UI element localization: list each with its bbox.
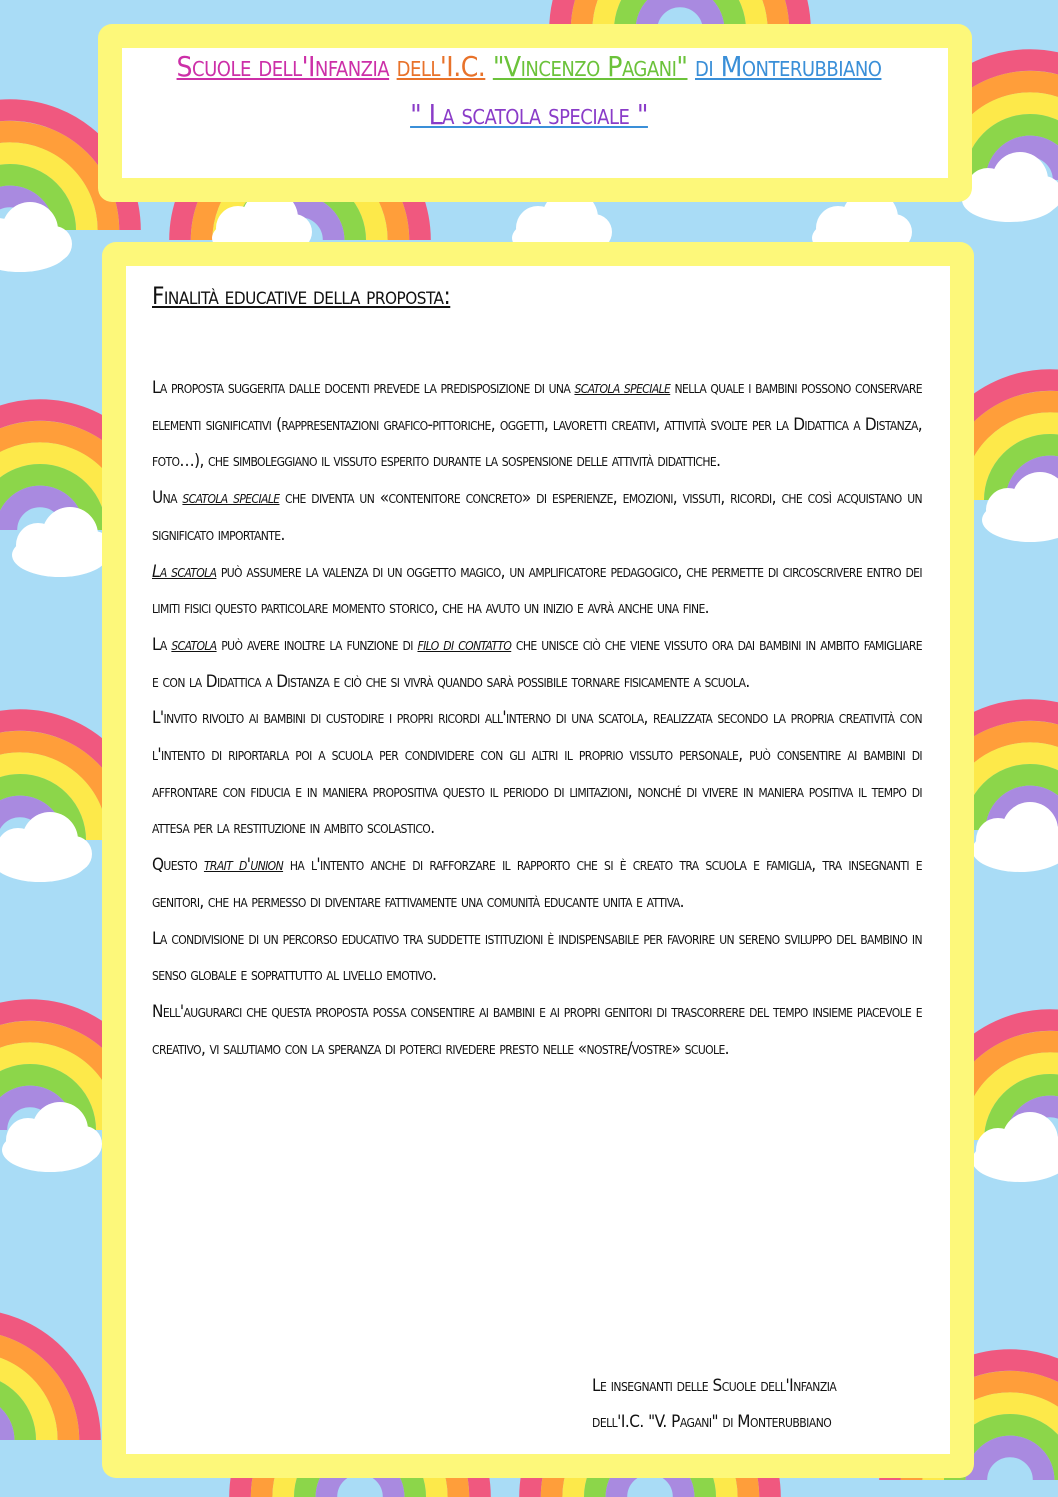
paragraph <box>152 847 922 920</box>
paragraph: La condivisione di un percorso educativo tra suddette istituzioni è indispensabile per favorire un sereno sviluppo del bambino in senso globale e soprattutto al livello emotivo. <box>152 928 922 986</box>
emphasis: filo di contatto <box>417 634 512 655</box>
paragraph: L'invito rivolto ai bambini di custodire i propri ricordi all'interno di una scatola, realizzata secondo la propria creatività con l'intento di riportarla poi a scuola per condividere con gli altri il proprio vissuto personale, può consentire ai bambini di affrontare con fiducia e in maniera propositiva questo il periodo di limitazioni, nonché di vivere in maniera positiva il tempo di attesa per la restituzione in ambito scolastico. <box>152 708 922 839</box>
text-run: che diventa un «contenitore concreto» di esperienze, emozioni, vissuti, ricordi, che così acquistano un significato importante. <box>152 488 922 545</box>
title-part-ic: dell'I.C. <box>396 50 486 83</box>
text-run: La <box>152 634 167 655</box>
title-part-name: "Vincenzo Pagani" <box>492 50 688 83</box>
signature-line-2: dell'I.C. "V. Pagani" di Monterubbiano <box>592 1412 832 1432</box>
emphasis: scatola speciale <box>182 488 280 509</box>
subtitle-text: " La scatola speciale " <box>410 98 648 131</box>
emphasis: La scatola <box>152 561 217 582</box>
title-part-town: di Monterubbiano <box>695 50 882 83</box>
section-heading: Finalità educative della proposta: <box>152 282 451 310</box>
text-run: che unisce ciò che viene vissuto ora dai bambini in ambito famigliare e con la Didattica a Distanza e ciò che si vivrà quando sarà possibile tornare fisicamente a scuola. <box>152 634 922 692</box>
paragraph <box>152 627 922 700</box>
emphasis: trait d'union <box>203 855 284 876</box>
text-run: Questo <box>152 855 198 876</box>
title-part-schools: Scuole dell'Infanzia <box>176 50 390 83</box>
text-run: può assumere la valenza di un oggetto magico, un amplificatore pedagogico, che permette di circoscrivere entro dei limiti fisici questo particolare momento storico, che ha avuto un inizio e avrà anche una fine. <box>152 561 922 619</box>
signature-line-1: Le insegnanti delle Scuole dell'Infanzia <box>592 1376 837 1396</box>
paragraph <box>152 370 922 480</box>
text-run: può avere inoltre la funzione di <box>221 634 413 655</box>
paragraph: Nell'augurarci che questa proposta possa consentire ai bambini e ai propri genitori di trascorrere del tempo insieme piacevole e creativo, vi salutiamo con la speranza di poterci rivedere presto nelle «nostre/vostre» scuole. <box>152 1001 922 1059</box>
paragraph <box>152 554 922 627</box>
text-run: nella quale i bambini possono conservare elementi significativi (rappresentazioni grafico-pittoriche, oggetti, lavoretti creativi, attività svolte per la Didattica a Distanza, foto…), che simboleggiano il vissuto esperito durante la sospensione delle attività didattiche. <box>152 378 922 472</box>
text-run: ha l'intento anche di rafforzare il rapporto che si è creato tra scuola e famiglia, tra insegnanti e genitori, che ha permesso di diventare fattivamente una comunità educante unita e attiva. <box>152 855 922 912</box>
page-subtitle <box>0 98 1058 131</box>
emphasis: scatola speciale <box>574 378 671 398</box>
emphasis: scatola <box>171 634 217 655</box>
body-text <box>152 370 922 1067</box>
text-run: La proposta suggerita dalle docenti prevede la predisposizione di una <box>152 378 571 398</box>
paragraph <box>152 480 922 553</box>
page-title <box>0 50 1058 83</box>
text-run: Una <box>152 488 177 509</box>
